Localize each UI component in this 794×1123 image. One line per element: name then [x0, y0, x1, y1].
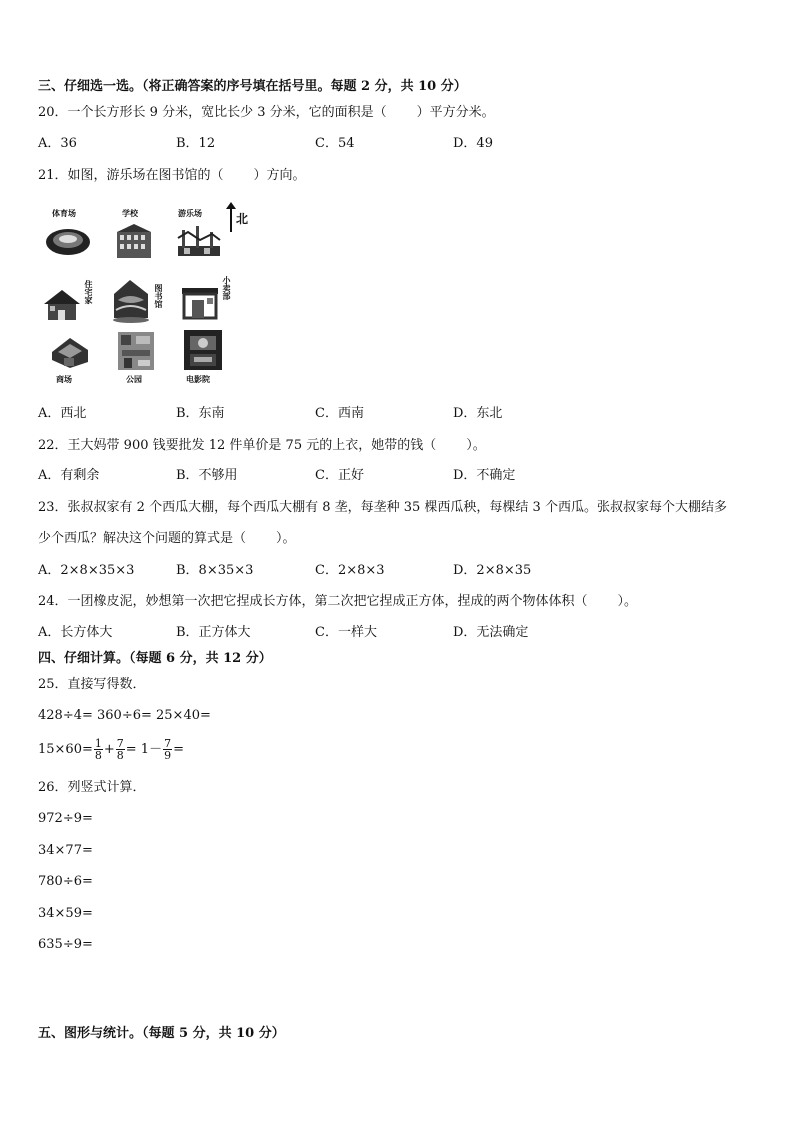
q21-option-c[interactable]: C．西南: [315, 406, 364, 421]
map-figure: [38, 200, 268, 390]
q23-option-c[interactable]: C．2×8×3: [315, 563, 385, 578]
library-icon: [110, 278, 152, 324]
question-21-text-after: ）方向。: [253, 168, 306, 183]
question-24: [38, 593, 637, 611]
calc-item: 635÷9=: [38, 937, 93, 952]
map-label: 住宅家: [84, 280, 94, 304]
question-22-text-after: ）。: [466, 438, 486, 453]
question-23-text: 少个西瓜？解决这个问题的算式是（: [38, 531, 247, 546]
question-23-text-after: ）。: [276, 531, 296, 546]
north-arrow: [230, 206, 232, 232]
q24-option-d[interactable]: D．无法确定: [453, 625, 529, 640]
map-sports-field: [44, 208, 94, 264]
q21-option-a[interactable]: A．西北: [38, 406, 87, 421]
q20-option-d[interactable]: D．49: [453, 136, 493, 151]
q20-option-a[interactable]: A．36: [38, 136, 77, 151]
map-label: 游乐场: [178, 208, 202, 218]
question-24-text-after: ）。: [617, 594, 638, 609]
equals-sign: =: [173, 742, 184, 757]
question-26-title: 26．列竖式计算．: [38, 780, 146, 795]
question-20-text: 20．一个长方形长 9 分米，宽比长少 3 分米，它的面积是（: [38, 105, 387, 120]
question-23-line-1: 23．张叔叔家有 2 个西瓜大棚，每个西瓜大棚有 8 垄，每垄种 35 棵西瓜秧，每棵结 3 个西瓜。张叔叔家每个大棚结多: [38, 500, 727, 515]
q24-option-a[interactable]: A．长方体大: [38, 625, 113, 640]
question-22-text: 22．王大妈带 900 钱要批发 12 件单价是 75 元的上衣，她带的钱（: [38, 438, 437, 453]
amusement-park-icon: [176, 222, 222, 258]
stadium-icon: [44, 224, 92, 258]
mall-icon: [48, 334, 92, 370]
map-amusement-park: [176, 208, 224, 264]
calc-item: 34×77=: [38, 843, 93, 858]
north-arrow-head-icon: [226, 202, 236, 209]
north-label: 北: [236, 212, 249, 226]
map-label: 商场: [56, 374, 72, 384]
calc-item: 780÷6=: [38, 874, 93, 889]
map-label: 电影院: [186, 374, 210, 384]
question-25-row-1: 428÷4= 360÷6= 25×40=: [38, 708, 211, 723]
plus-sign: +: [103, 742, 115, 757]
q22-option-a[interactable]: A．有剩余: [38, 468, 100, 483]
map-school: [114, 208, 158, 264]
school-icon: [114, 222, 154, 260]
calc-item: 972÷9=: [38, 811, 93, 826]
question-24-text: 24．一团橡皮泥，妙想第一次把它捏成长方体，第二次把它捏成正方体，捏成的两个物体体积（: [38, 594, 588, 609]
q24-option-c[interactable]: C．一样大: [315, 625, 377, 640]
map-label: 图书馆: [154, 284, 164, 308]
park-icon: [116, 330, 156, 372]
equals-one-minus: = 1－: [125, 742, 163, 757]
map-park: [116, 330, 160, 388]
house-icon: [42, 286, 82, 322]
fraction: $\frac{1}{8}$: [94, 737, 102, 762]
map-label: 体育场: [52, 208, 76, 218]
question-23-line-2: [38, 530, 296, 548]
question-25-title: 25．直接写得数．: [38, 677, 146, 692]
q21-option-b[interactable]: B．东南: [176, 406, 225, 421]
q22-option-d[interactable]: D．不确定: [453, 468, 516, 483]
q24-option-b[interactable]: B．正方体大: [176, 625, 251, 640]
map-residence: [42, 276, 100, 324]
section-3-heading: 三、仔细选一选。（将正确答案的序号填在括号里。每题 2 分，共 10 分）: [38, 79, 467, 94]
q23-option-b[interactable]: B．8×35×3: [176, 563, 254, 578]
map-library: [110, 276, 166, 326]
question-25-row-2: [38, 736, 184, 764]
cinema-icon: [182, 328, 224, 372]
question-21: [38, 167, 306, 185]
expr-15x60: 15×60=: [38, 742, 93, 757]
question-22: [38, 437, 486, 455]
map-cinema: [182, 328, 232, 388]
q23-option-d[interactable]: D．2×8×35: [453, 563, 532, 578]
q21-option-d[interactable]: D．东北: [453, 406, 503, 421]
question-21-text: 21．如图，游乐场在图书馆的（: [38, 168, 224, 183]
fraction: $\frac{7}{9}$: [164, 737, 172, 762]
map-label: 小卖部: [222, 276, 232, 300]
q23-option-a[interactable]: A．2×8×35×3: [38, 563, 135, 578]
fraction: $\frac{7}{8}$: [116, 737, 124, 762]
q22-option-b[interactable]: B．不够用: [176, 468, 238, 483]
q20-option-c[interactable]: C．54: [315, 136, 355, 151]
q20-option-b[interactable]: B．12: [176, 136, 216, 151]
q22-option-c[interactable]: C．正好: [315, 468, 364, 483]
section-5-heading: 五、图形与统计。（每题 5 分，共 10 分）: [38, 1026, 285, 1041]
question-20-text-after: ）平方分米。: [416, 105, 495, 120]
question-20: [38, 104, 495, 122]
map-mall: [48, 334, 98, 388]
map-label: 公园: [126, 374, 142, 384]
shop-icon: [180, 282, 220, 322]
map-shop: [180, 276, 238, 326]
map-label: 学校: [122, 208, 138, 218]
section-4-heading: 四、仔细计算。（每题 6 分，共 12 分）: [38, 651, 272, 666]
calc-item: 34×59=: [38, 906, 93, 921]
